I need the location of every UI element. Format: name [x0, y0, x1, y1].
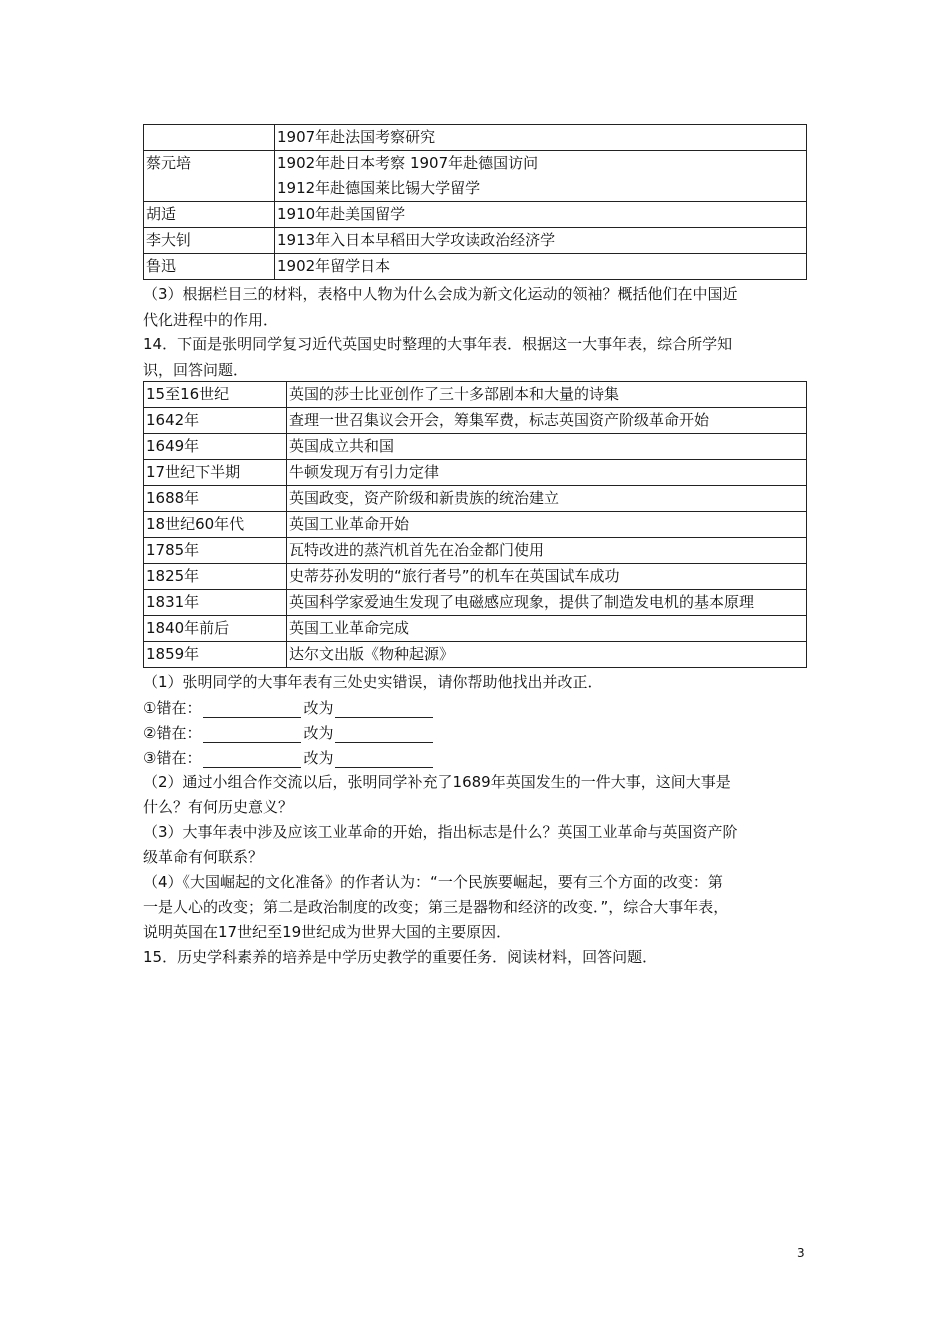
table-row [144, 564, 807, 590]
table-row [144, 486, 807, 512]
question-14-3-line-2: 级革命有何联系？ [143, 848, 264, 866]
name-cell [144, 125, 275, 151]
event-cell: 英国工业革命开始 [287, 512, 807, 538]
question-14-3-line-1: （3）大事年表中涉及应该工业革命的开始，指出标志是什么？英国工业革命与英国资产阶 [143, 823, 738, 841]
blank-row-2 [143, 723, 435, 743]
table-row [144, 616, 807, 642]
question-14-2-line-1: （2）通过小组合作交流以后，张明同学补充了1689年英国发生的一件大事，这间大事是 [143, 773, 731, 791]
blank-label: ③错在： [143, 749, 202, 767]
blank-label: ①错在： [143, 699, 202, 717]
table-overseas-study [143, 124, 807, 280]
table-row [144, 408, 807, 434]
name-cell: 鲁迅 [144, 254, 275, 280]
answer-blank[interactable] [203, 752, 301, 768]
time-cell: 1840年前后 [144, 616, 287, 642]
event-cell: 牛顿发现万有引力定律 [287, 460, 807, 486]
name-cell: 李大钊 [144, 228, 275, 254]
table-row [144, 642, 807, 668]
table-row [144, 382, 807, 408]
detail-cell: 1907年赴法国考察研究 [275, 125, 807, 151]
detail-cell: 1910年赴美国留学 [275, 202, 807, 228]
event-cell: 英国科学家爱迪生发现了电磁感应现象，提供了制造发电机的基本原理 [287, 590, 807, 616]
event-cell: 史蒂芬孙发明的“旅行者号”的机车在英国试车成功 [287, 564, 807, 590]
blank-row-1 [143, 698, 435, 718]
question-14-2-line-2: 什么？有何历史意义？ [143, 798, 294, 816]
page-number: 3 [797, 1246, 805, 1260]
table-row [144, 202, 807, 228]
table-row [144, 151, 807, 202]
blank-mid: 改为 [303, 749, 334, 767]
name-cell: 胡适 [144, 202, 275, 228]
question-14-4-line-1: （4）《大国崛起的文化准备》的作者认为：“一个民族要崛起，要有三个方面的改变：第 [143, 873, 723, 891]
table-british-timeline [143, 381, 807, 668]
time-cell: 1649年 [144, 434, 287, 460]
event-cell: 达尔文出版《物种起源》 [287, 642, 807, 668]
event-cell: 英国的莎士比亚创作了三十多部剧本和大量的诗集 [287, 382, 807, 408]
table-row [144, 228, 807, 254]
detail-cell: 1913年入日本早稻田大学攻读政治经济学 [275, 228, 807, 254]
event-cell: 英国成立共和国 [287, 434, 807, 460]
answer-blank[interactable] [335, 727, 433, 743]
table-row [144, 460, 807, 486]
time-cell: 1859年 [144, 642, 287, 668]
answer-blank[interactable] [335, 752, 433, 768]
table-row [144, 254, 807, 280]
table-row [144, 512, 807, 538]
event-cell: 查理一世召集议会开会，筹集军费，标志英国资产阶级革命开始 [287, 408, 807, 434]
name-cell: 蔡元培 [144, 151, 275, 202]
answer-blank[interactable] [335, 702, 433, 718]
table-row [144, 125, 807, 151]
blank-label: ②错在： [143, 724, 202, 742]
blank-row-3 [143, 748, 435, 768]
event-cell: 英国政变，资产阶级和新贵族的统治建立 [287, 486, 807, 512]
event-cell: 瓦特改进的蒸汽机首先在冶金都门使用 [287, 538, 807, 564]
question-14-4-line-2: 一是人心的改变；第二是政治制度的改变；第三是器物和经济的改变．”，综合大事年表， [143, 898, 729, 916]
time-cell: 18世纪60年代 [144, 512, 287, 538]
question-15: 15．历史学科素养的培养是中学历史教学的重要任务．阅读材料，回答问题． [143, 948, 658, 966]
question-14-intro-line-1: 14．下面是张明同学复习近代英国史时整理的大事年表．根据这一大事年表，综合所学知 [143, 335, 733, 353]
question-14-intro-line-2: 识，回答问题． [143, 361, 249, 379]
blank-mid: 改为 [303, 724, 334, 742]
time-cell: 15至16世纪 [144, 382, 287, 408]
time-cell: 1825年 [144, 564, 287, 590]
detail-cell: 1902年赴日本考察 1907年赴德国访问 1912年赴德国莱比锡大学留学 [275, 151, 807, 202]
time-cell: 1831年 [144, 590, 287, 616]
question-13-3-line-1: （3）根据栏目三的材料，表格中人物为什么会成为新文化运动的领袖？概括他们在中国近 [143, 285, 738, 303]
answer-blank[interactable] [203, 727, 301, 743]
time-cell: 1785年 [144, 538, 287, 564]
question-13-3-line-2: 代化进程中的作用． [143, 311, 279, 329]
table-row [144, 538, 807, 564]
table-row [144, 590, 807, 616]
time-cell: 17世纪下半期 [144, 460, 287, 486]
table-row [144, 434, 807, 460]
event-cell: 英国工业革命完成 [287, 616, 807, 642]
blank-mid: 改为 [303, 699, 334, 717]
time-cell: 1688年 [144, 486, 287, 512]
question-14-4-line-3: 说明英国在17世纪至19世纪成为世界大国的主要原因． [143, 923, 512, 941]
time-cell: 1642年 [144, 408, 287, 434]
detail-cell: 1902年留学日本 [275, 254, 807, 280]
question-14-1: （1）张明同学的大事年表有三处史实错误，请你帮助他找出并改正． [143, 673, 603, 691]
answer-blank[interactable] [203, 702, 301, 718]
